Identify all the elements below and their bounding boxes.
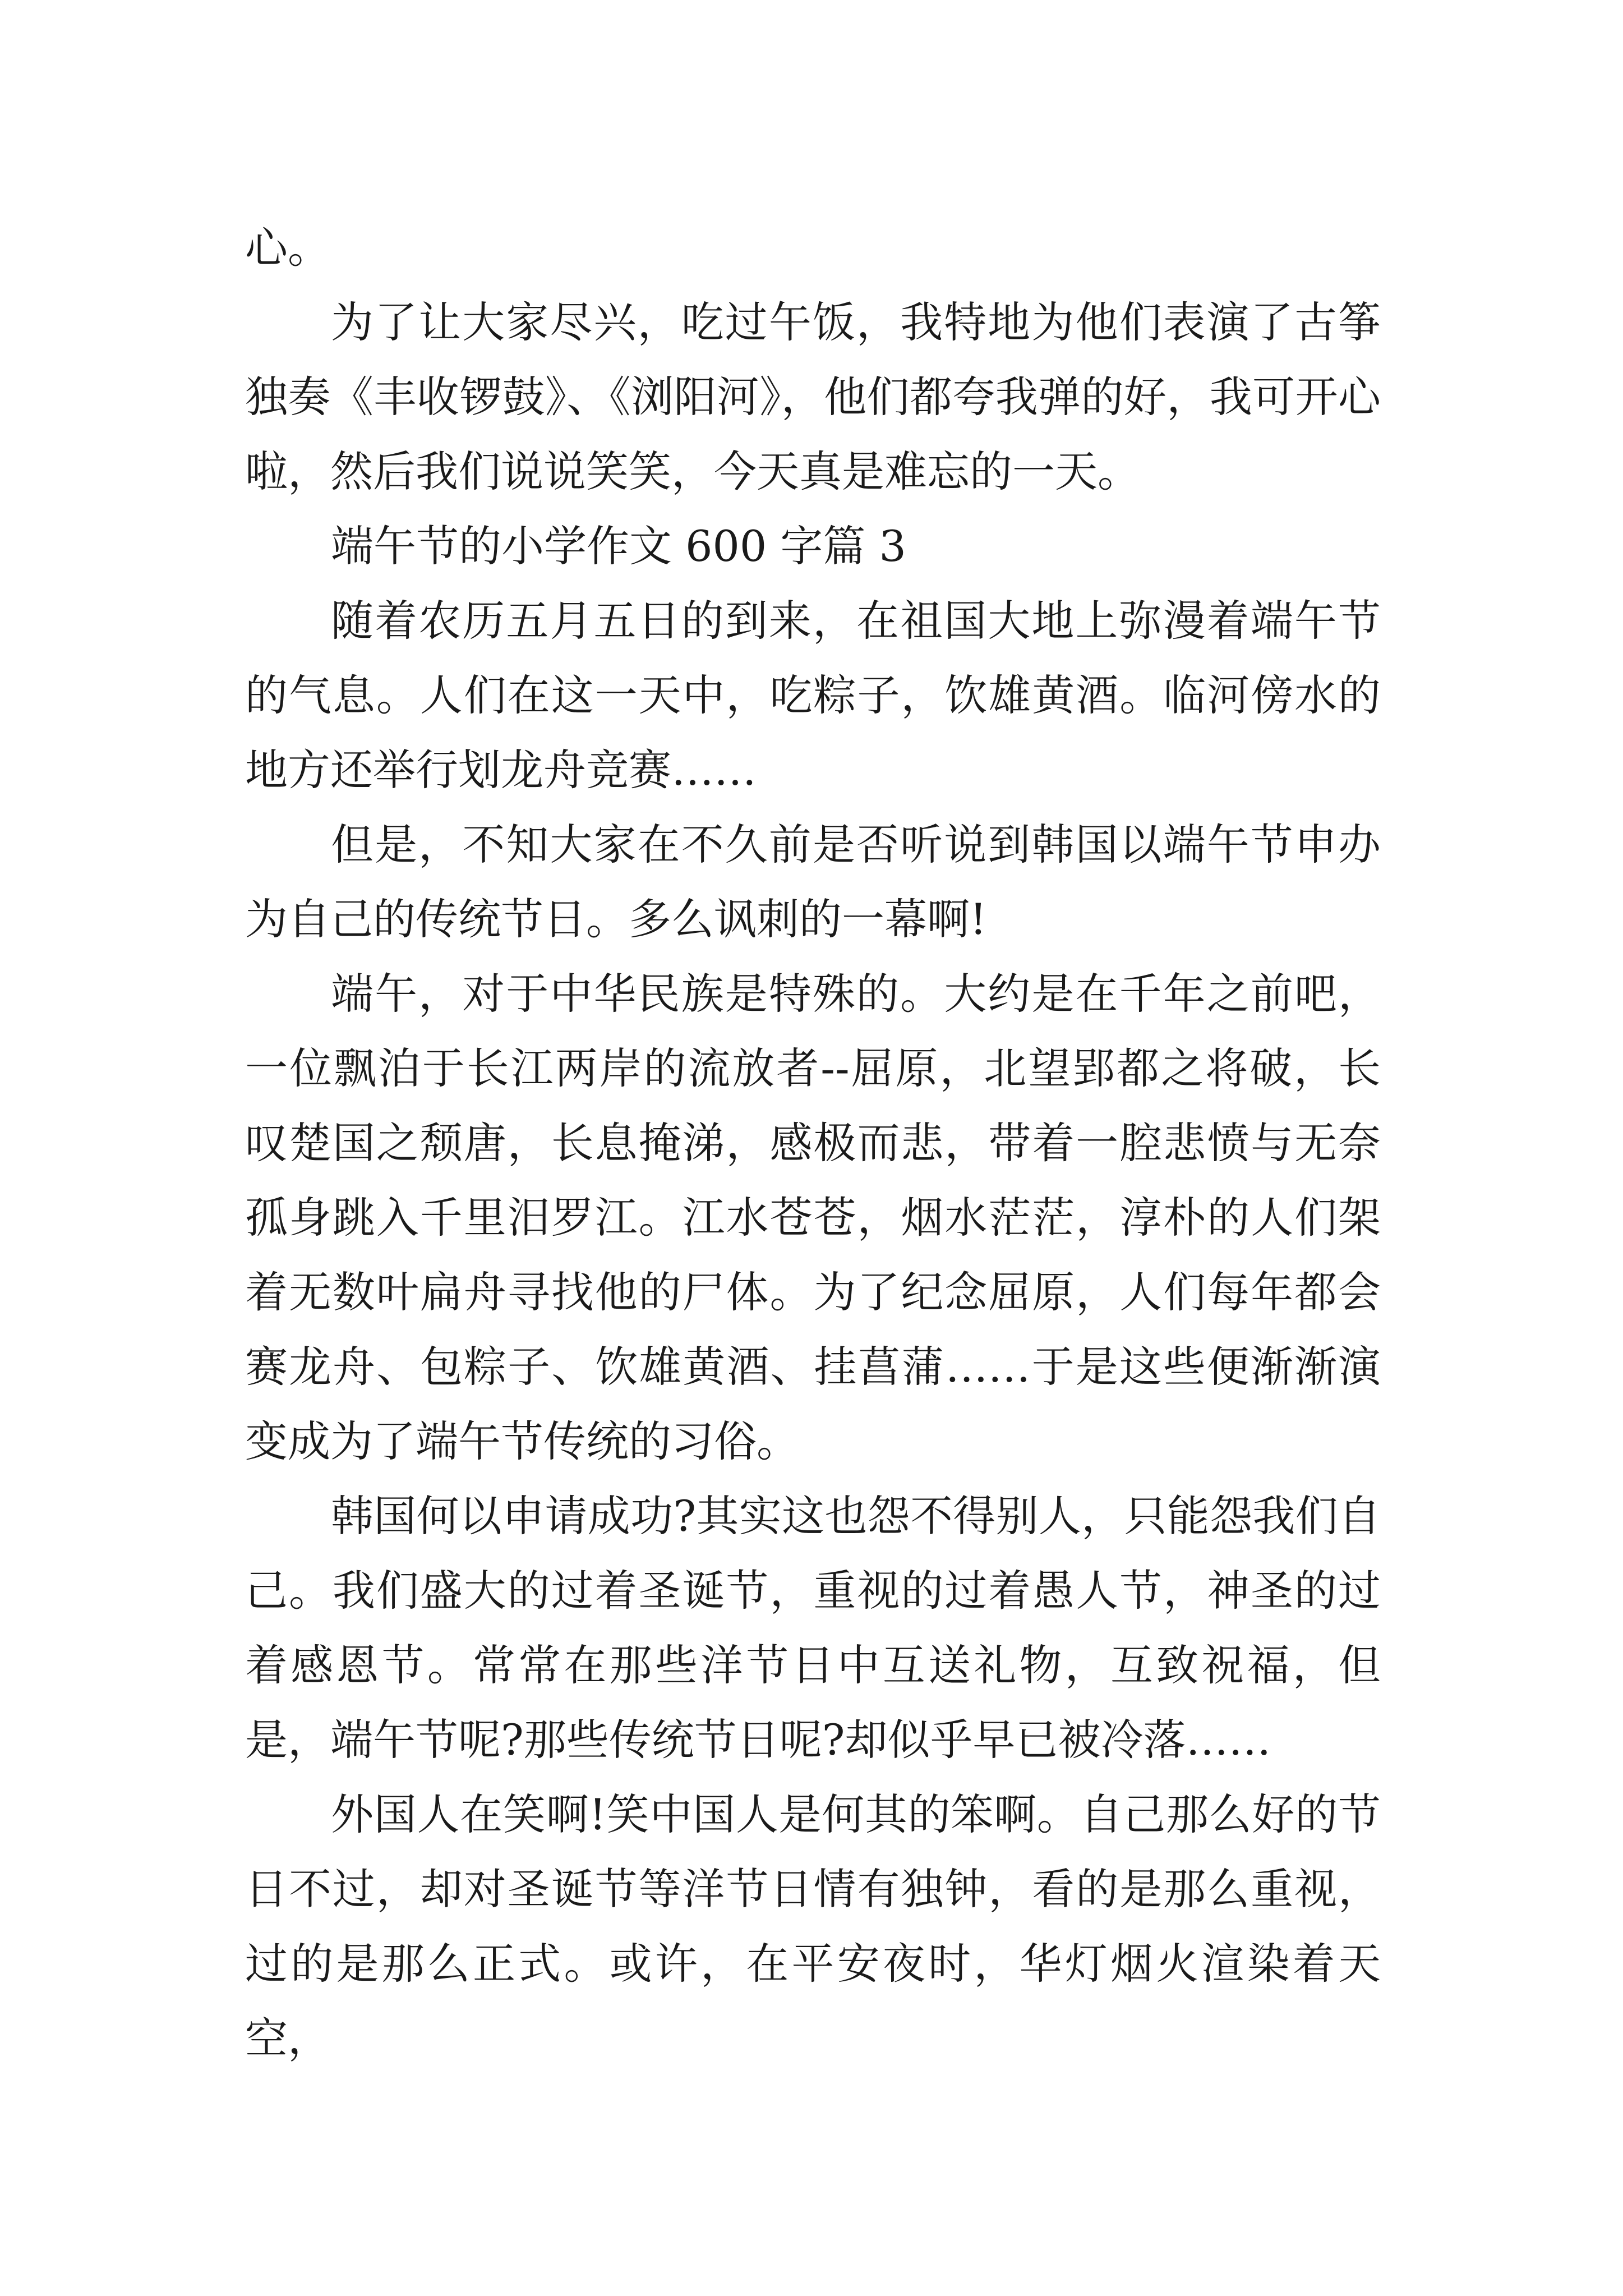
paragraph: 但是，不知大家在不久前是否听说到韩国以端午节申办为自己的传统节日。多么讽刺的一幕啊! [245,820,1381,944]
essay-heading: 端午节的小学作文 600 字篇 3 [331,521,906,571]
paragraph: 外国人在笑啊!笑中国人是何其的笨啊。自己那么好的节日不过，却对圣诞节等洋节日情有独钟，看的是那么重视，过的是那么正式。或许，在平安夜时，华灯烟火渲染着天空， [245,1789,1381,2063]
paragraph-continuation: 心。 [245,223,330,273]
paragraph: 韩国何以申请成功?其实这也怨不得别人，只能怨我们自己。我们盛大的过着圣诞节，重视的过着愚人节，神圣的过着感恩节。常常在那些洋节日中互送礼物，互致祝福，但是，端午节呢?那些传统节日呢?却似乎早已被冷落…… [245,1491,1381,1765]
document-body [245,210,1381,2076]
paragraph: 端午，对于中华民族是特殊的。大约是在千年之前吧，一位飘泊于长江两岸的流放者--屈原，北望郢都之将破，长叹楚国之颓唐，长息掩涕，感极而悲，带着一腔悲愤与无奈孤身跳入千里汨罗江。江水苍苍，烟水茫茫，淳朴的人们架着无数叶扁舟寻找他的尸体。为了纪念屈原，人们每年都会赛龙舟、包粽子、饮雄黄酒、挂菖蒲……于是这些便渐渐演变成为了端午节传统的习俗。 [245,969,1381,1466]
paragraph: 随着农历五月五日的到来，在祖国大地上弥漫着端午节的气息。人们在这一天中，吃粽子，饮雄黄酒。临河傍水的地方还举行划龙舟竞赛…… [245,596,1381,795]
paragraph: 为了让大家尽兴，吃过午饭，我特地为他们表演了古筝独奏《丰收锣鼓》、《浏阳河》，他们都夸我弹的好，我可开心啦，然后我们说说笑笑，今天真是难忘的一天。 [245,297,1381,496]
